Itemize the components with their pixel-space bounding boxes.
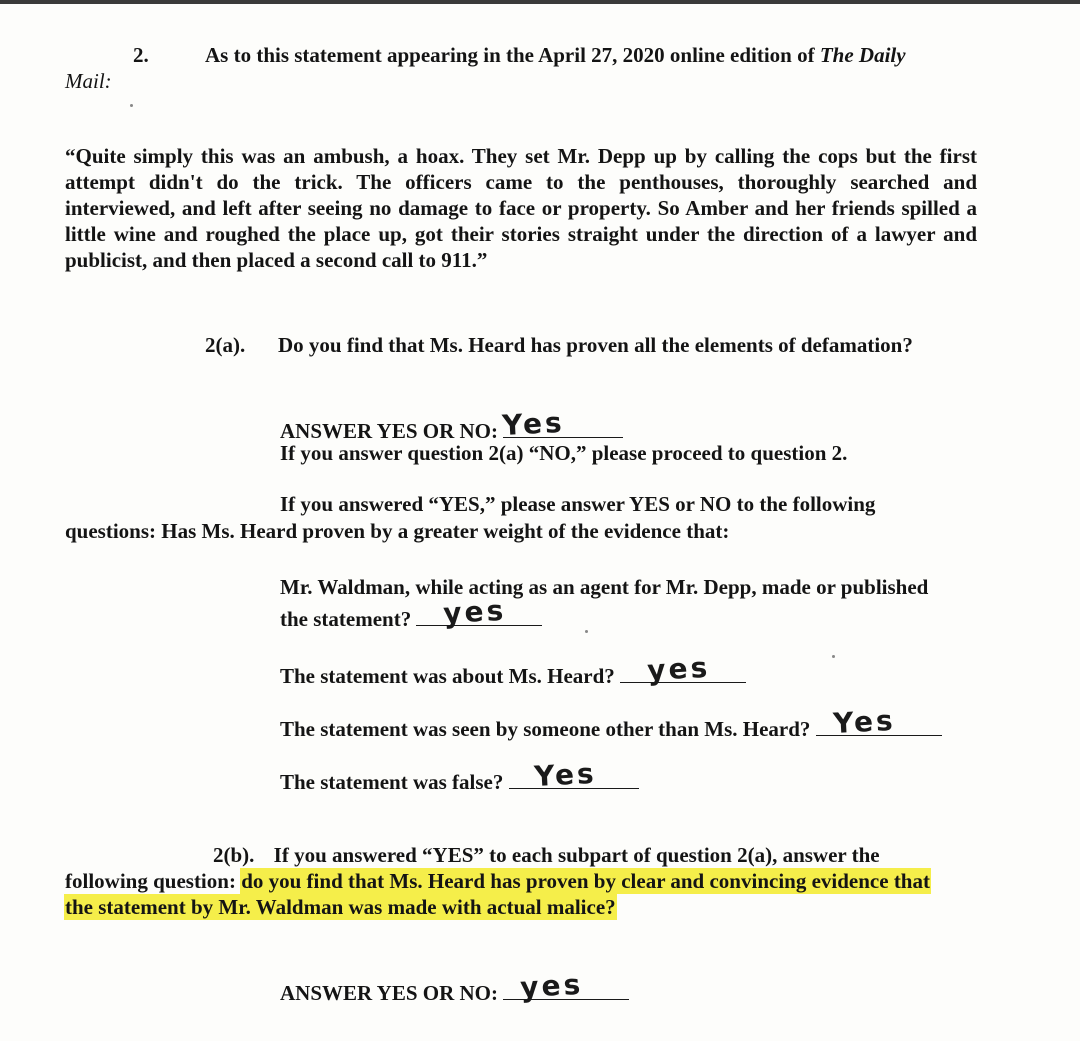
q2a-followup-line1: If you answered “YES,” please answer YES or NO to the following (280, 492, 876, 516)
handwritten-answer: Yes (533, 756, 598, 793)
scan-speck (130, 104, 133, 107)
q2b-line2: following question: (65, 869, 236, 893)
answer-blank[interactable] (501, 405, 623, 442)
answer-blank[interactable] (509, 756, 639, 793)
quoted-statement: “Quite simply this was an ambush, a hoax. They set Mr. Depp up by calling the cops but the first attempt didn't do the trick. The officers came to the penthouses, thoroughly searched and interviewed, and left after seeing no damage to face or property. So Amber and her friends spilled a little wine and roughed the place up, got their stories straight under the direction of a lawyer and publicist, and then placed a second call to 911.” (65, 144, 977, 272)
answer-blank[interactable] (416, 593, 542, 630)
answer-blank[interactable] (503, 967, 629, 1004)
q2b-line1: If you answered “YES” to each subpart of question 2(a), answer the (273, 843, 880, 867)
handwritten-answer: yes (646, 650, 712, 687)
scan-speck (832, 655, 835, 658)
q2a-instruction: If you answer question 2(a) “NO,” please proceed to question 2. (280, 441, 848, 465)
answer-blank[interactable] (816, 703, 942, 740)
q2a-question: Do you find that Ms. Heard has proven all the elements of defamation? (278, 333, 913, 357)
answer-label: ANSWER YES OR NO: (280, 981, 498, 1005)
scan-speck (585, 630, 588, 633)
item-number: 2. (133, 43, 149, 67)
handwritten-answer: yes (442, 593, 508, 630)
q2b-label: 2(b). (213, 843, 255, 867)
highlighted-text: do you find that Ms. Heard has proven by clear and convincing evidence that (241, 869, 930, 893)
subquestion-1: the statement? yes (280, 601, 542, 632)
q2b-block (65, 842, 977, 920)
q2b-answer-row (280, 967, 629, 1006)
answer-label: ANSWER YES OR NO: (280, 419, 498, 443)
item-intro: As to this statement appearing in the April 27, 2020 online edition of The Daily (205, 43, 906, 67)
subquestion-3: The statement was seen by someone other than Ms. Heard? Yes (280, 711, 942, 742)
scan-top-border (0, 0, 1080, 4)
subquestion-2: The statement was about Ms. Heard? yes (280, 658, 746, 689)
publication-name-cont: Mail: (65, 69, 112, 93)
q2a-label: 2(a). (205, 333, 246, 357)
subquestion-1-line1: Mr. Waldman, while acting as an agent for Mr. Depp, made or published (280, 575, 929, 599)
subquestion-4: The statement was false? Yes (280, 764, 639, 795)
handwritten-answer: Yes (501, 405, 566, 442)
answer-blank[interactable] (620, 650, 746, 687)
publication-name: The Daily (819, 43, 906, 67)
handwritten-answer: Yes (832, 703, 897, 740)
handwritten-answer: yes (519, 967, 585, 1004)
q2a-followup-line2: questions: Has Ms. Heard proven by a greater weight of the evidence that: (65, 519, 730, 543)
highlighted-text: the statement by Mr. Waldman was made with actual malice? (65, 895, 616, 919)
